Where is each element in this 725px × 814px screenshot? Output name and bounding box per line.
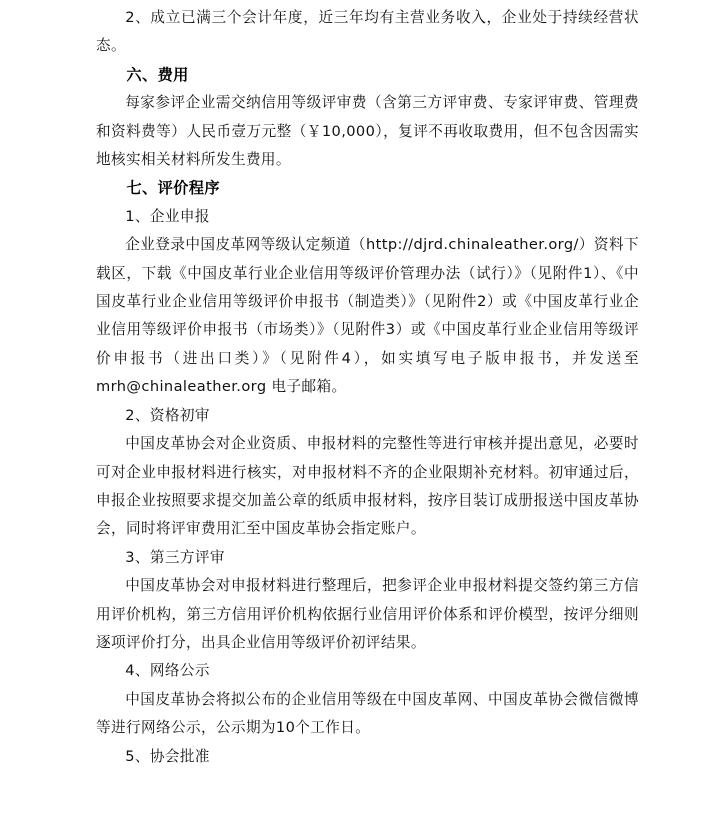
subheading-association-approval: 5、协会批准 bbox=[125, 747, 210, 765]
paragraph-online-publicity: 中国皮革协会将拟公布的企业信用等级在中国皮革网、中国皮革协会微信微博等进行网络公示，公示期为10个工作日。 bbox=[96, 690, 639, 737]
subheading-online-publicity: 4、网络公示 bbox=[125, 662, 210, 680]
section-heading-fee: 六、费用 bbox=[126, 65, 189, 84]
paragraph-fee: 每家参评企业需交纳信用等级评审费（含第三方评审费、专家评审费、管理费和资料费等）人民币壹万元整（￥10,000），复评不再收取费用，但不包含因需实地核实相关材料所发生费用。 bbox=[96, 94, 639, 169]
section-heading-procedure: 七、评价程序 bbox=[126, 179, 220, 198]
subheading-third-party-review: 3、第三方评审 bbox=[125, 548, 225, 566]
paragraph-condition-2: 2、成立已满三个会计年度，近三年均有主营业务收入，企业处于持续经营状态。 bbox=[96, 9, 639, 55]
paragraph-qualification-review: 中国皮革协会对企业资质、申报材料的完整性等进行审核并提出意见，必要时可对企业申报材料进行核实，对申报材料不齐的企业限期补充材料。初审通过后，申报企业按照要求提交加盖公章的纸质申报材料，按序目装订成册报送中国皮革协会，同时将评审费用汇至中国皮革协会指定账户。 bbox=[96, 435, 639, 538]
paragraph-enterprise-application: 企业登录中国皮革网等级认定频道（http://djrd.chinaleather.org/）资料下载区，下载《中国皮革行业企业信用等级评价管理办法（试行）》（见附件1）、《中国皮革行业企业信用等级评价申报书（制造类）》（见附件2）或《中国皮革行业企业信用等级评价申报书（市场类）》（见附件3）或《中国皮革行业企业信用等级评价申报书（进出口类）》（见附件4），如实填写电子版申报书，并发送至 mrh@chinaleather.org 电子邮箱。 bbox=[96, 236, 639, 396]
subheading-qualification-review: 2、资格初审 bbox=[125, 406, 210, 424]
subheading-enterprise-application: 1、企业申报 bbox=[125, 207, 210, 225]
paragraph-third-party-review: 中国皮革协会对申报材料进行整理后，把参评企业申报材料提交签约第三方信用评价机构，第三方信用评价机构依据行业信用评价体系和评价模型，按评分细则逐项评价打分，出具企业信用等级评价初评结果。 bbox=[96, 577, 639, 651]
